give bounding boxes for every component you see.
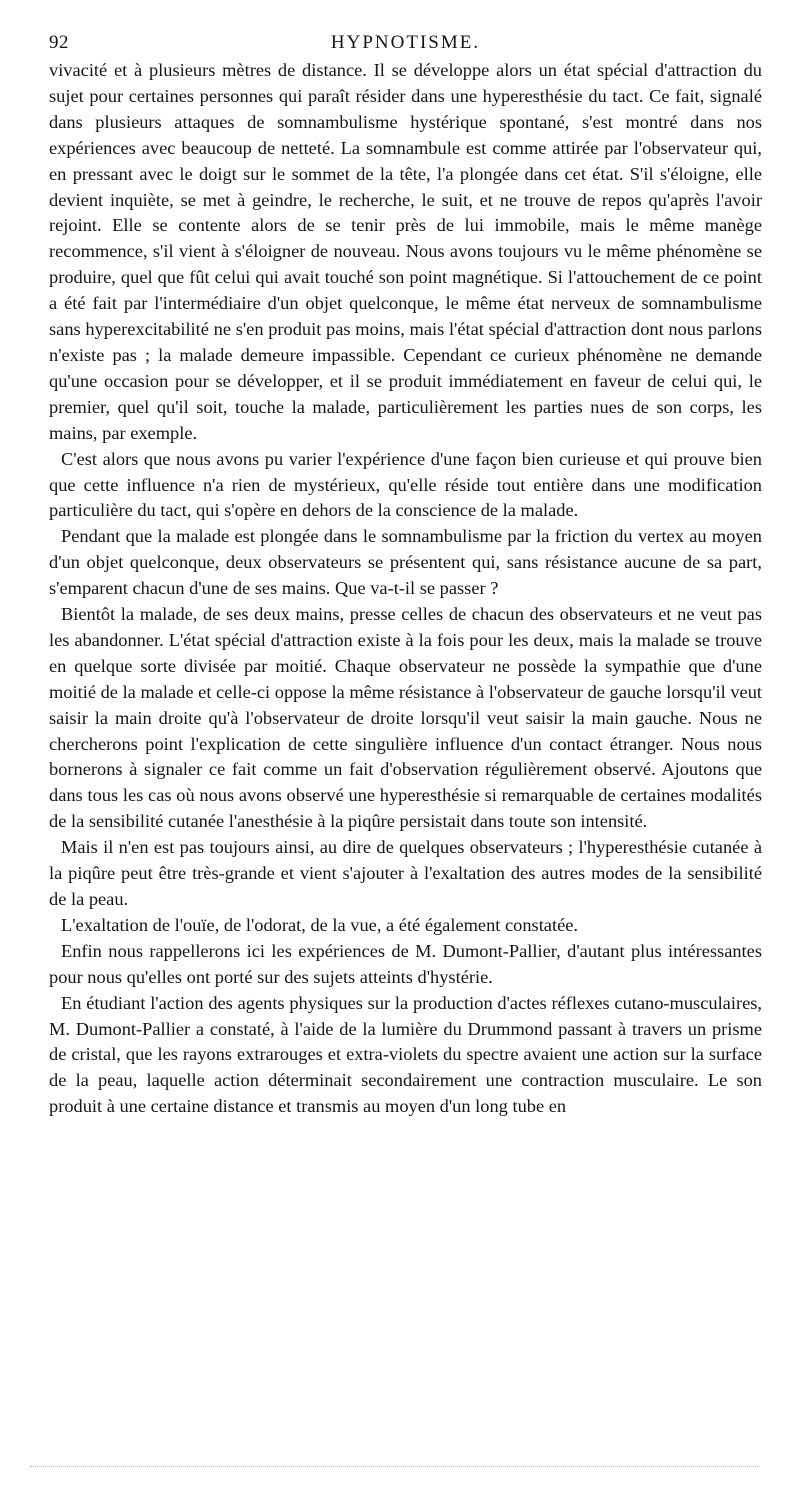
paragraph: Pendant que la malade est plongée dans le somnambulisme par la friction du vertex au moyen d'un objet quelconque, deux observateurs se présentent qui, sans résistance aucune de sa part, s'emparent chacun d'une de ses mains. Que va-t-il se passer ? [49,526,762,599]
page-number: 92 [49,32,69,53]
page-header [49,30,762,58]
body-text [49,58,762,1120]
paragraph: En étudiant l'action des agents physiques sur la production d'actes réflexes cutano-musculaires, M. Dumont-Pallier a constaté, à l'aide de la lumière du Drummond passant à travers un prisme de cristal, que les rayons extrarouges et extra-violets du spectre avaient une action sur la surface de la peau, laquelle action déterminait secondairement une contraction musculaire. Le son produit à une certaine distance et transmis au moyen d'un long tube en [49,992,762,1117]
paragraph: vivacité et à plusieurs mètres de distance. Il se développe alors un état spécial d'attraction du sujet pour certaines personnes qui paraît résider dans une hyperesthésie du tact. Ce fait, signalé dans plusieurs attaques de somnambulisme hystérique spontané, s'est montré dans nos expériences avec beaucoup de netteté. La somnambule est comme attirée par l'observateur qui, en pressant avec le doigt sur le sommet de la tête, l'a plongée dans cet état. S'il s'éloigne, elle devient inquiète, se met à geindre, le recherche, le suit, et ne trouve de repos qu'après l'avoir rejoint. Elle se contente alors de se tenir près de lui immobile, mais le même manège recommence, s'il vient à s'éloigner de nouveau. Nous avons toujours vu le même phénomène se produire, quel que fût celui qui avait touché son point magnétique. Si l'attouchement de ce point a été fait par l'intermédiaire d'un objet quelconque, le même état nerveux de somnambulisme sans hyperexcitabilité ne s'en produit pas moins, mais l'état spécial d'attraction dont nous parlons n'existe pas ; la malade demeure impassible. Cependant ce curieux phénomène ne demande qu'une occasion pour se développer, et il se produit immédiatement en faveur de celui qui, le premier, quel qu'il soit, touche la malade, particulièrement les parties nues de son corps, les mains, par exemple. [49,60,762,443]
paragraph: Enfin nous rappellerons ici les expériences de M. Dumont-Pallier, d'autant plus intéressantes pour nous qu'elles ont porté sur des sujets atteints d'hystérie. [49,940,762,987]
paragraph: C'est alors que nous avons pu varier l'expérience d'une façon bien curieuse et qui prouve bien que cette influence n'a rien de mystérieux, qu'elle réside tout entière dans une modification particulière du tact, qui s'opère en dehors de la conscience de la malade. [49,448,762,521]
running-title: HYPNOTISME. [330,32,481,53]
paragraph: Bientôt la malade, de ses deux mains, presse celles de chacun des observateurs et ne veut pas les abandonner. L'état spécial d'attraction existe à la fois pour les deux, mais la malade se trouve en quelque sorte divisée par moitié. Chaque observateur ne possède la sympathie que d'une moitié de la malade et celle-ci oppose la même résistance à l'observateur de gauche lorsqu'il veut saisir la main droite qu'à l'observateur de droite lorsqu'il veut saisir la main gauche. Nous ne chercherons point l'explication de cette singulière influence d'un contact étranger. Nous nous bornerons à signaler ce fait comme un fait d'observation régulièrement observé. Ajoutons que dans tous les cas où nous avons observé une hyperesthésie si remarquable de certaines modalités de la sensibilité cutanée l'anesthésie à la piqûre persistait dans toute son intensité. [49,604,762,832]
paragraph: Mais il n'en est pas toujours ainsi, au dire de quelques observateurs ; l'hyperesthésie cutanée à la piqûre peut être très-grande et vient s'ajouter à l'exaltation des autres modes de la sensibilité de la peau. [49,837,762,909]
paragraph: L'exaltation de l'ouïe, de l'odorat, de la vue, a été également constatée. [61,914,578,935]
footer-rule [30,1466,760,1467]
